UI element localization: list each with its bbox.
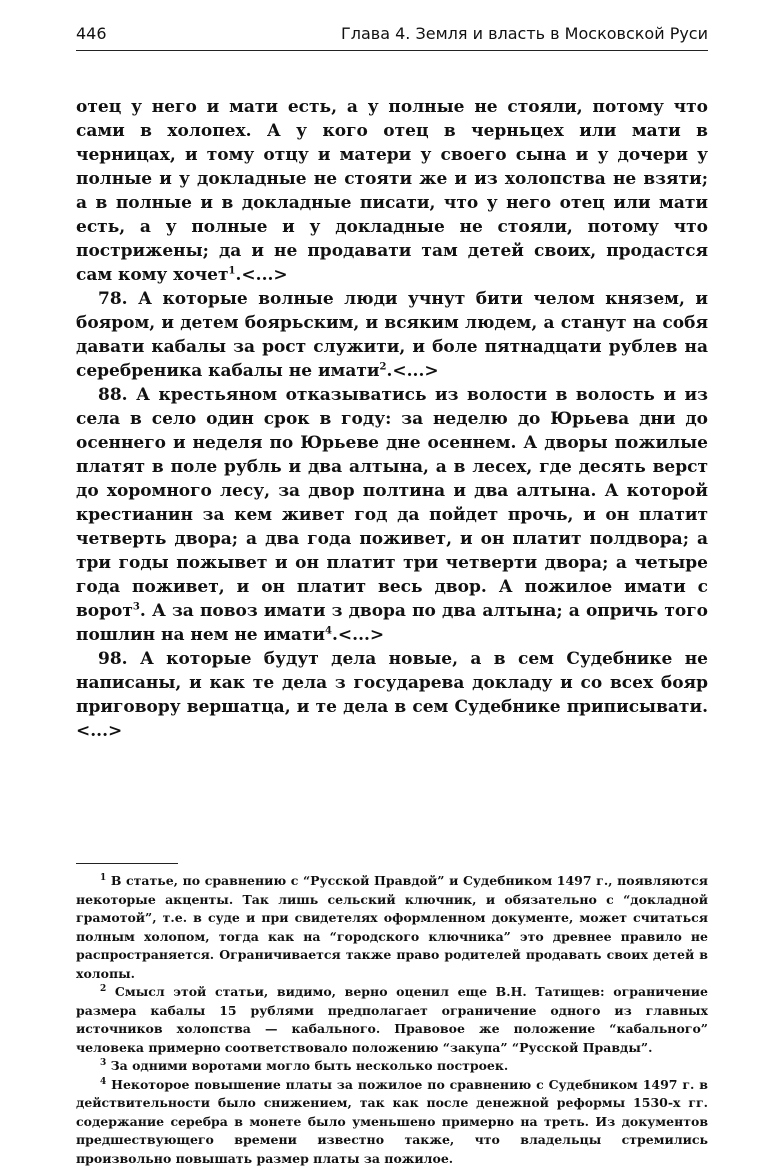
running-title: Глава 4. Земля и власть в Московской Руси (341, 20, 708, 48)
article-98: 98. А которые будут дела новые, а в сем Судебнике не написаны, и как те дела з государева докладу и со всех бояр приговору вершатца, и те дела в сем Судебнике приписывати.<...> (76, 647, 708, 743)
footnote-3: $^3$ За одними воротами могло быть несколько построек. (76, 1057, 708, 1076)
footnote-4: $^4$ Некоторое повышение платы за пожилое по сравнению с Судебником 1497 г. в действительности было снижением, так как после денежной реформы 1530-х гг. содержание серебра в монете было уменьшено примерно на треть. Из документов предшествующего времени известно также, что владельцы стремились произвольно повышать размер платы за пожилое. (76, 1076, 708, 1168)
footnote-number: 3 (100, 1058, 106, 1068)
footnote-number: 2 (100, 984, 106, 994)
footnote-ref-2[interactable]: 2 (379, 361, 386, 372)
footnote-ref-4[interactable]: 4 (325, 625, 332, 636)
footnotes (76, 872, 708, 1168)
main-text (76, 95, 708, 743)
paragraph-continuation: отец у него и мати есть, а у полные не стояли, потому что сами в холопех. А у кого отец в черньцех или мати в черницах, и тому отцу и матери у своего сына и у дочери у полные и у докладные не стояти же и из холопства не взяти; а в полные и в докладные писати, что у него отец или мати есть, а у полные и у докладные не стояли, потому что пострижены; да и не продавати там детей своих, продастся сам кому хочет$^1$.<...> (76, 95, 708, 287)
book-page (76, 20, 708, 1168)
footnote-ref-1[interactable]: 1 (229, 265, 236, 276)
footnote-1: $^1$ В статье, по сравнению с “Русской Правдой” и Судебником 1497 г., появляются некоторые акценты. Так лишь сельский ключник, и обязательно с “докладной грамотой”, т.е. в суде и при свидетелях оформленном документе, может считаться полным холопом, тогда как на “городского ключника” это древнее правило не распространяется. Ограничивается также право родителей продавать своих детей в холопы. (76, 872, 708, 983)
footnote-separator (76, 863, 178, 864)
article-78: 78. А которые волные люди учнут бити челом князем, и бояром, и детем боярьским, и всяким людем, а станут на собя давати кабалы за рост служити, и боле пятнадцати рублев на серебреника кабалы не имати$^2$.<...> (76, 287, 708, 383)
article-88: 88. А крестьяном отказыватись из волости в волость и из села в село один срок в году: за неделю до Юрьева дни до осеннего и неделя по Юрьеве дне осеннем. А дворы пожилые платят в поле рубль и два алтына, а в лесех, где десять верст до хоромного лесу, за двор полтина и два алтына. А которой крестианин за кем живет год да пойдет прочь, и он платит четверть двора; а два года поживет, и он платит полдвора; а три годы пожывет и он платит три четверти двора; а четыре года поживет, и он платит весь двор. А пожилое имати с ворот$^3$. А за повоз имати з двора по два алтына; а опричь того пошлин на нем не имати$^4$.<...> (76, 383, 708, 647)
footnote-ref-3[interactable]: 3 (133, 601, 140, 612)
page-header (76, 20, 708, 51)
footnote-2: $^2$ Смысл этой статьи, видимо, верно оценил еще В.Н. Татищев: ограничение размера кабалы 15 рублями предполагает ограничение одного из главных источников холопства — кабального. Правовое же положение “кабального” человека примерно соответствовало положению “закупа” “Русской Правды”. (76, 983, 708, 1057)
footnote-number: 1 (100, 873, 106, 883)
page-number: 446 (76, 20, 107, 48)
footnote-number: 4 (100, 1076, 106, 1086)
